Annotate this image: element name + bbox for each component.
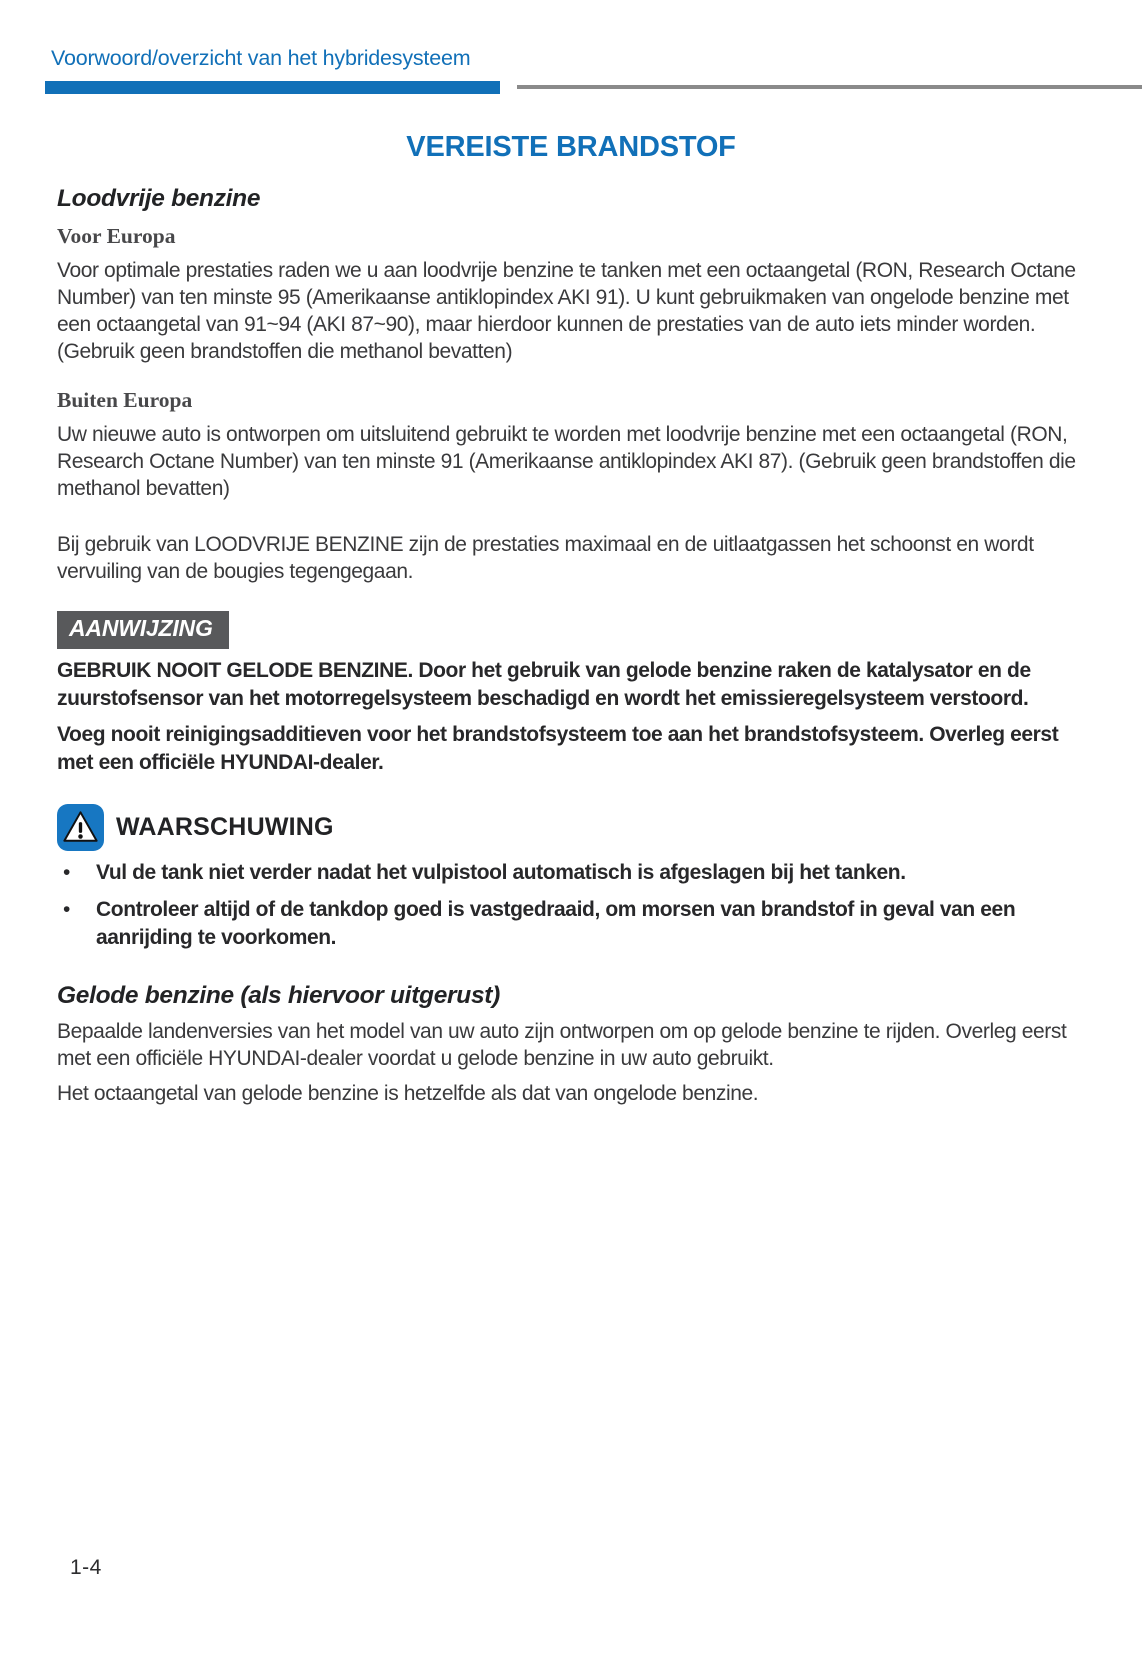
notice-label	[57, 611, 229, 649]
warning-list	[57, 859, 1085, 952]
paragraph-voor-europa: Voor optimale prestaties raden we u aan loodvrije benzine te tanken met een octaangetal (RON, Research Octane Number) van ten minste 95 (Amerikaanse antiklopindex AKI 91). U kunt gebruikmaken van ongelode benzine met een octaangetal van 91~94 (AKI 87~90), maar hierdoor kunnen de prestaties van de auto iets minder worden. (Gebruik geen brandstoffen die methanol bevatten)	[57, 259, 1076, 363]
header-rule-blue	[45, 81, 500, 94]
chapter-title: Voorwoord/overzicht van het hybridesysteem	[51, 46, 471, 70]
notice-paragraph-2: Voeg nooit reinigingsadditieven voor het brandstofsysteem toe aan het brandstofsysteem. Overleg eerst met een officiële HYUNDAI-dealer.	[57, 723, 1059, 774]
section-heading-loodvrije-benzine: Loodvrije benzine	[57, 185, 261, 212]
warning-list-item	[57, 896, 1085, 952]
warning-bullet-text: Vul de tank niet verder nadat het vulpistool automatisch is afgeslagen bij het tanken.	[96, 861, 906, 884]
notice-paragraph-1: GEBRUIK NOOIT GELODE BENZINE. Door het gebruik van gelode benzine raken de katalysator en de zuurstofsensor van het motorregelsysteem beschadigd en wordt het emissieregelsysteem verstoord.	[57, 659, 1031, 710]
subheading-buiten-europa: Buiten Europa	[57, 388, 193, 412]
warning-bullet-text: Controleer altijd of de tankdop goed is vastgedraaid, om morsen van brandstof in geval van een aanrijding te voorkomen.	[96, 898, 1016, 949]
warning-header	[57, 804, 1085, 851]
paragraph-buiten-europa: Uw nieuwe auto is ontworpen om uitsluitend gebruikt te worden met loodvrije benzine met een octaangetal (RON, Research Octane Number) van ten minste 91 (Amerikaanse antiklopindex AKI 87). (Gebruik geen brandstoffen die methanol bevatten)	[57, 423, 1076, 500]
paragraph-loodvrije-summary: Bij gebruik van LOODVRIJE BENZINE zijn de prestaties maximaal en de uitlaatgassen het schoonst en wordt vervuiling van de bougies tegengegaan.	[57, 533, 1034, 583]
page-number: 1-4	[70, 1556, 102, 1579]
warning-triangle-icon	[57, 804, 104, 851]
notice-label-text: AANWIJZING	[69, 615, 213, 641]
page-content	[0, 185, 1142, 1107]
bullet-marker: •	[63, 861, 70, 884]
warning-label: WAARSCHUWING	[116, 813, 334, 841]
subheading-voor-europa: Voor Europa	[57, 224, 176, 248]
bullet-marker: •	[63, 898, 70, 921]
paragraph-gelode-1: Bepaalde landenversies van het model van uw auto zijn ontworpen om op gelode benzine te rijden. Overleg eerst met een officiële HYUNDAI-dealer voordat u gelode benzine in uw auto gebruikt.	[57, 1020, 1067, 1070]
page-title: VEREISTE BRANDSTOF	[406, 131, 736, 163]
header-rule	[45, 80, 1142, 94]
paragraph-gelode-2: Het octaangetal van gelode benzine is hetzelfde als dat van ongelode benzine.	[57, 1082, 759, 1105]
warning-list-item	[57, 859, 1085, 887]
section-heading-gelode-benzine: Gelode benzine (als hiervoor uitgerust)	[57, 982, 500, 1009]
header-rule-gray	[517, 85, 1142, 89]
